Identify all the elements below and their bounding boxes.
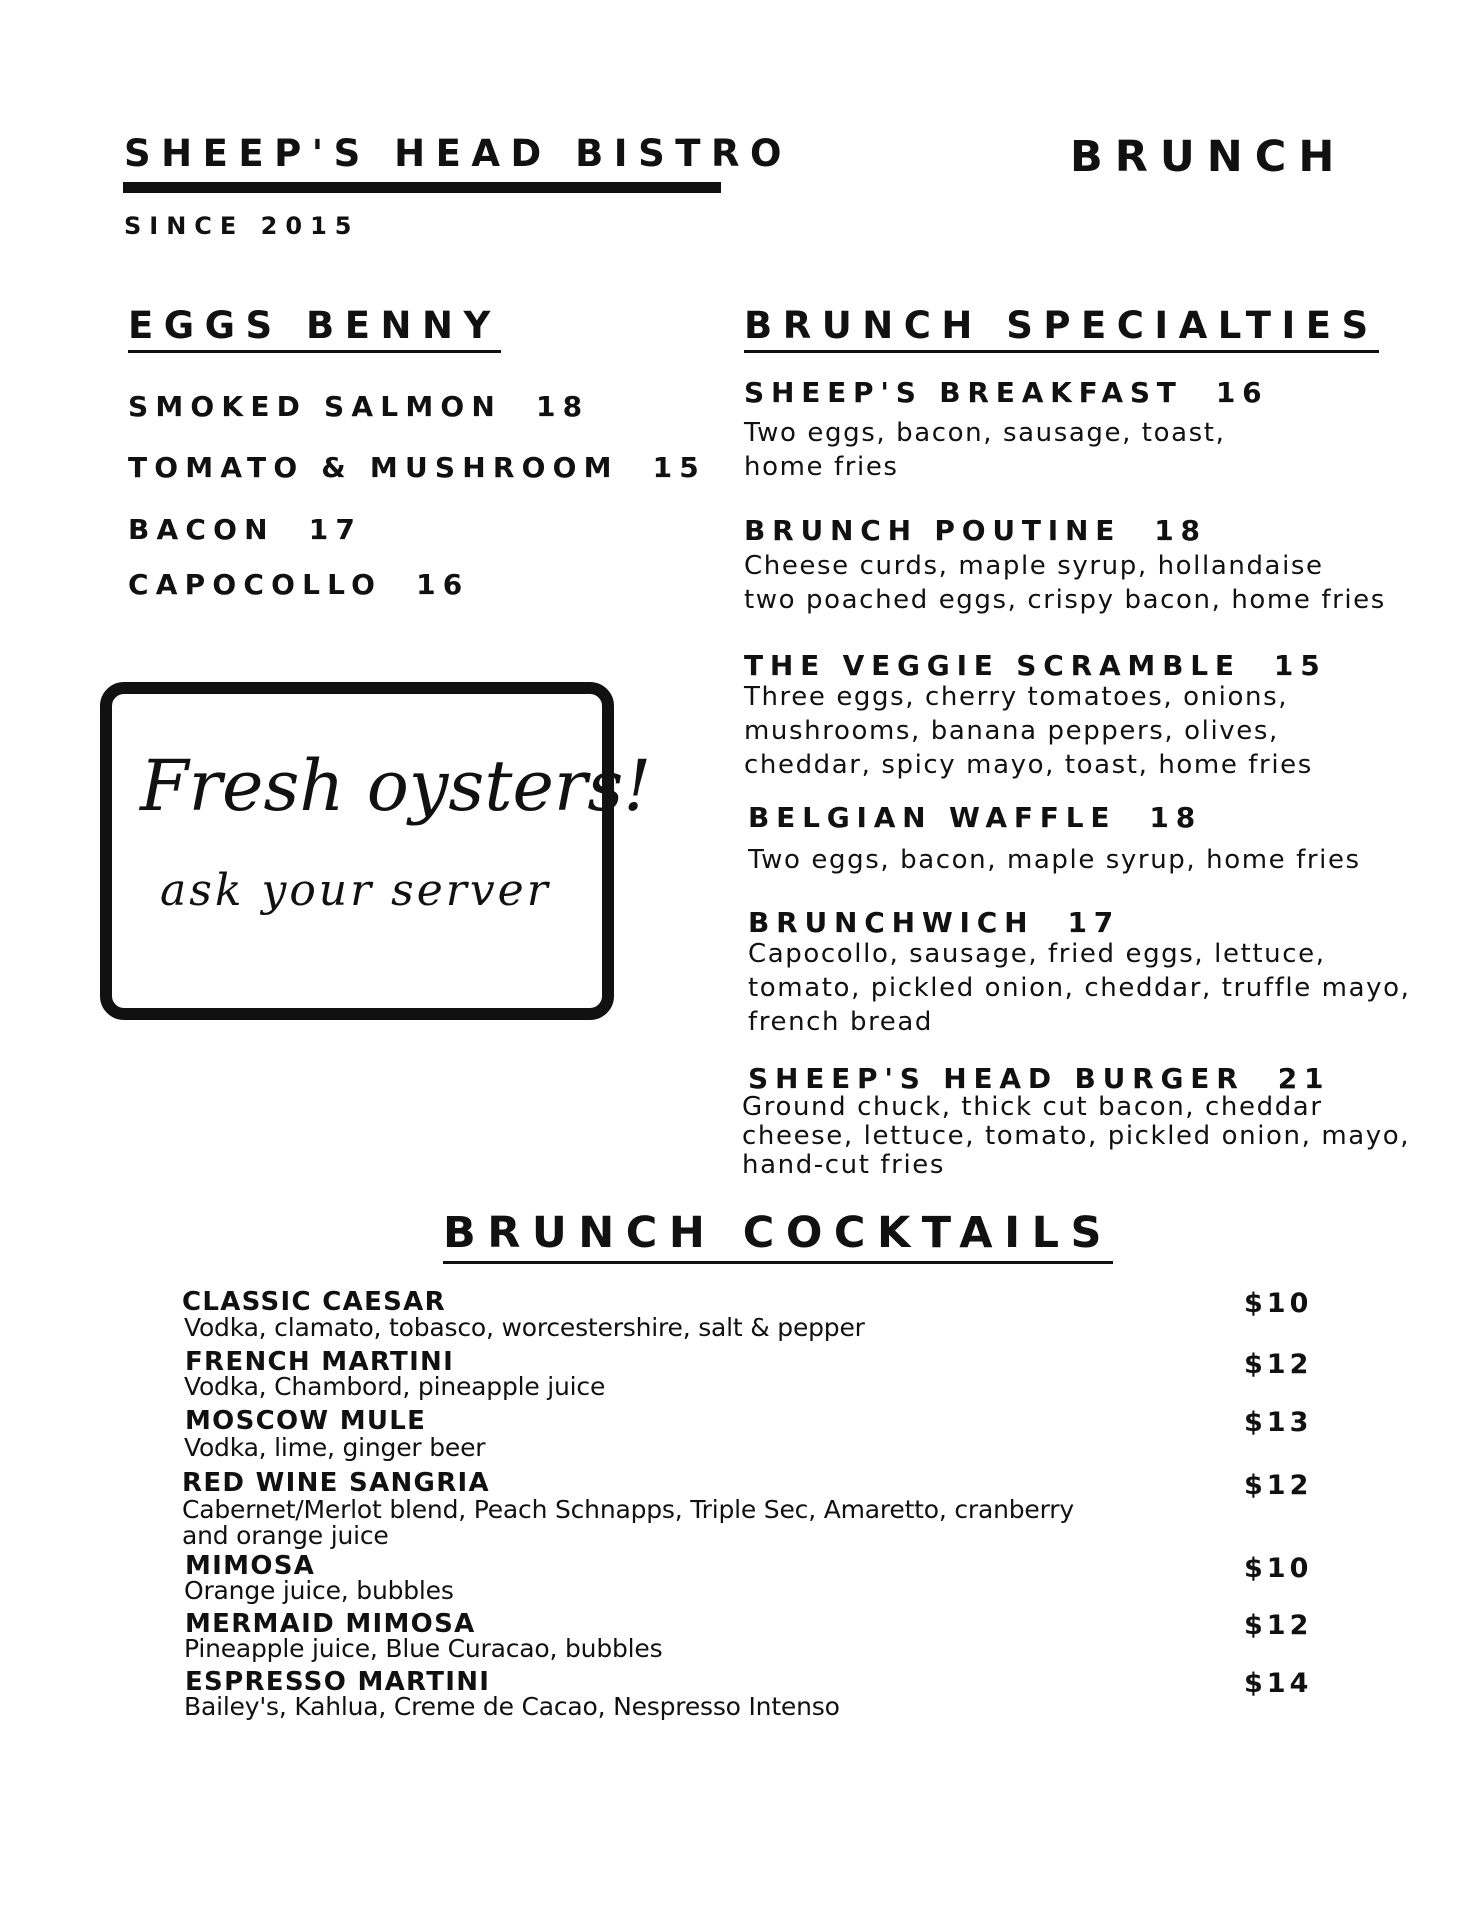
cocktail-description: Vodka, lime, ginger beer <box>184 1433 486 1462</box>
benny-item-name: SMOKED SALMON <box>128 390 503 423</box>
benny-item <box>128 513 362 546</box>
cocktail-description: Bailey's, Kahlua, Creme de Cacao, Nespresso Intenso <box>184 1692 840 1721</box>
specialty-item-title <box>748 1062 1330 1095</box>
cocktail-price: $10 <box>1244 1553 1313 1584</box>
promo-headline: Fresh oysters! <box>140 745 652 827</box>
specialty-name: BRUNCH POUTINE <box>744 514 1122 547</box>
specialty-price: 18 <box>1154 514 1207 547</box>
cocktail-name: MOSCOW MULE <box>185 1406 427 1436</box>
cocktail-price: $13 <box>1244 1407 1313 1438</box>
benny-item-price: 18 <box>535 390 590 423</box>
benny-item-name: CAPOCOLLO <box>128 568 383 601</box>
specialty-name: SHEEP'S BREAKFAST <box>744 376 1183 409</box>
cocktail-name: CLASSIC CAESAR <box>182 1287 446 1317</box>
eggs-benny-heading: EGGS BENNY <box>128 304 501 353</box>
cocktail-description: Pineapple juice, Blue Curacao, bubbles <box>184 1634 663 1663</box>
cocktail-description: Cabernet/Merlot blend, Peach Schnapps, Triple Sec, Amaretto, cranberry and orange juice <box>182 1495 1074 1550</box>
specialty-price: 17 <box>1067 906 1121 939</box>
benny-item <box>128 451 706 484</box>
cocktail-name: RED WINE SANGRIA <box>182 1468 490 1498</box>
specialty-description: Three eggs, cherry tomatoes, onions, mushrooms, banana peppers, olives, cheddar, spicy mayo, toast, home fries <box>744 682 1313 780</box>
specialty-name: THE VEGGIE SCRAMBLE <box>744 649 1241 682</box>
brunch-cocktails-heading: BRUNCH COCKTAILS <box>443 1208 1113 1264</box>
cocktail-name: MERMAID MIMOSA <box>185 1609 476 1639</box>
specialty-description: Capocollo, sausage, fried eggs, lettuce, tomato, pickled onion, cheddar, truffle mayo, french bread <box>748 939 1411 1037</box>
cocktail-price: $12 <box>1244 1349 1313 1380</box>
specialty-price: 15 <box>1273 649 1327 682</box>
specialty-item-title <box>748 801 1202 834</box>
cocktail-price: $12 <box>1244 1470 1313 1501</box>
promo-subline: ask your server <box>160 865 551 916</box>
menu-type-heading: BRUNCH <box>1070 132 1347 182</box>
benny-item-name: BACON <box>128 513 275 546</box>
cocktail-name: FRENCH MARTINI <box>185 1347 455 1377</box>
cocktail-description: Orange juice, bubbles <box>184 1576 454 1605</box>
specialty-name: BRUNCHWICH <box>748 906 1035 939</box>
cocktail-name: MIMOSA <box>185 1551 316 1581</box>
specialty-name: SHEEP'S HEAD BURGER <box>748 1062 1245 1095</box>
specialty-price: 16 <box>1215 376 1269 409</box>
specialty-description: Ground chuck, thick cut bacon, cheddar cheese, lettuce, tomato, pickled onion, mayo, hand-cut fries <box>742 1092 1411 1180</box>
benny-item-price: 15 <box>652 451 706 484</box>
specialty-description: Cheese curds, maple syrup, hollandaise two poached eggs, crispy bacon, home fries <box>744 551 1386 615</box>
title-underline-bar <box>123 182 721 193</box>
benny-item-price: 16 <box>416 568 470 601</box>
specialty-item-title <box>744 514 1207 547</box>
specialty-item-title <box>748 906 1120 939</box>
specialty-description: Two eggs, bacon, sausage, toast, home fries <box>744 418 1226 482</box>
benny-item-name: TOMATO & MUSHROOM <box>128 451 619 484</box>
benny-item <box>128 568 469 601</box>
specialty-item-title <box>744 649 1326 682</box>
specialty-name: BELGIAN WAFFLE <box>748 801 1117 834</box>
specialty-description: Two eggs, bacon, maple syrup, home fries <box>748 845 1361 875</box>
specialty-price: 18 <box>1149 801 1202 834</box>
cocktail-description: Vodka, clamato, tobasco, worcestershire, salt & pepper <box>184 1313 865 1342</box>
brunch-specialties-heading: BRUNCH SPECIALTIES <box>744 304 1379 353</box>
cocktail-price: $14 <box>1244 1668 1313 1699</box>
specialty-item-title <box>744 376 1268 409</box>
benny-item <box>128 390 589 423</box>
specialty-price: 21 <box>1277 1062 1331 1095</box>
cocktail-price: $12 <box>1244 1610 1313 1641</box>
benny-item-price: 17 <box>308 513 363 546</box>
cocktail-description: Vodka, Chambord, pineapple juice <box>184 1372 606 1401</box>
restaurant-name: SHEEP'S HEAD BISTRO <box>124 132 792 175</box>
cocktail-name: ESPRESSO MARTINI <box>185 1667 491 1697</box>
since-label: SINCE 2015 <box>124 212 360 240</box>
fresh-oysters-promo-box <box>100 682 614 1020</box>
cocktail-price: $10 <box>1244 1288 1313 1319</box>
